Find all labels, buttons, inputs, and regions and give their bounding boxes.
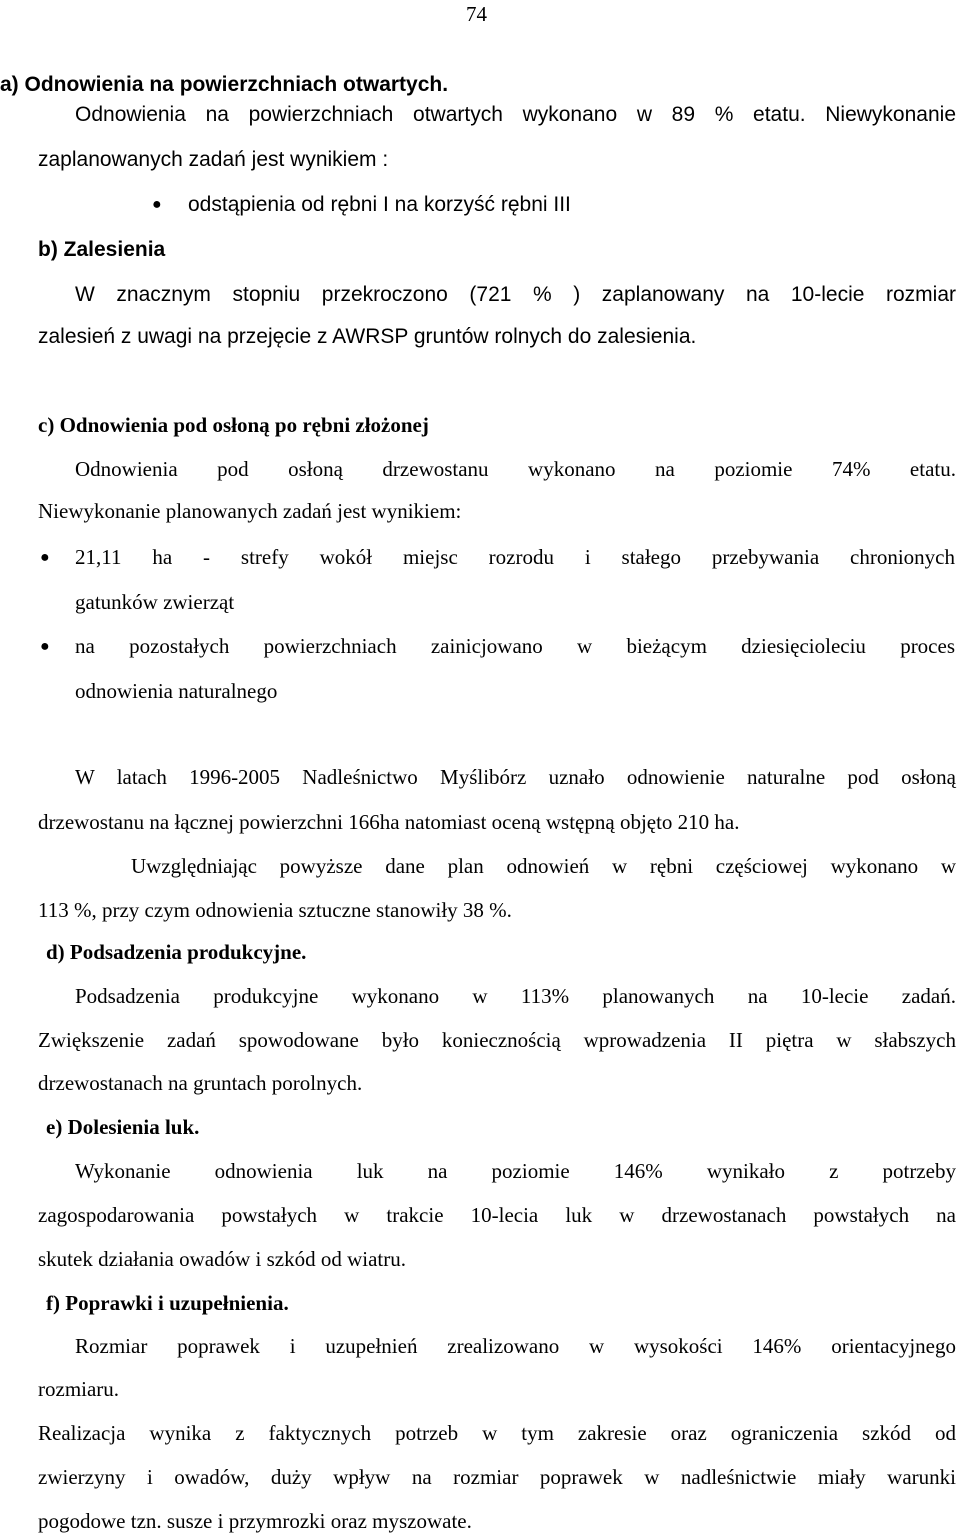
section-b-line-1: W znacznym stopniu przekroczono (721 % ) zaplanowany na 10-lecie rozmiar — [75, 283, 956, 306]
section-b-heading: b) Zalesienia — [38, 238, 166, 261]
section-e-line-2: zagospodarowania powstałych w trakcie 10-lecia luk w drzewostanach powstałych na — [38, 1203, 956, 1227]
section-c-heading: c) Odnowienia pod osłoną po rębni złożonej — [38, 413, 429, 437]
section-e-heading: e) Dolesienia luk. — [46, 1115, 200, 1139]
bullet-dot-icon: ● — [152, 196, 162, 213]
page-number: 74 — [466, 2, 487, 26]
section-f-heading: f) Poprawki i uzupełnienia. — [46, 1291, 289, 1315]
section-d-line-3: drzewostanach na gruntach porolnych. — [38, 1071, 363, 1095]
section-c-para-2-line-2: 113 %, przy czym odnowienia sztuczne stanowiły 38 %. — [38, 898, 512, 922]
section-e-line-3: skutek działania owadów i szkód od wiatru. — [38, 1247, 406, 1271]
section-c-line-2: Niewykonanie planowanych zadań jest wynikiem: — [38, 499, 462, 523]
section-e-line-1: Wykonanie odnowienia luk na poziomie 146% wynikało z potrzeby — [75, 1159, 956, 1183]
section-c-para-1-line-2: drzewostanu na łącznej powierzchni 166ha natomiast oceną wstępną objęto 210 ha. — [38, 810, 740, 834]
section-a-line-1: Odnowienia na powierzchniach otwartych wykonano w 89 % etatu. Niewykonanie — [75, 103, 956, 126]
section-b-line-2: zalesień z uwagi na przejęcie z AWRSP gruntów rolnych do zalesienia. — [38, 325, 697, 348]
section-f-line-1: Rozmiar poprawek i uzupełnień zrealizowano w wysokości 146% orientacyjnego — [75, 1334, 956, 1358]
section-c-bullet-2-line-2: odnowienia naturalnego — [75, 679, 278, 703]
bullet-dot-icon: ● — [40, 549, 50, 566]
section-d-heading: d) Podsadzenia produkcyjne. — [46, 940, 307, 964]
section-c-para-1-line-1: W latach 1996-2005 Nadleśnictwo Myślibórz uznało odnowienie naturalne pod osłoną — [75, 765, 956, 789]
section-f-line-4: zwierzyny i owadów, duży wpływ na rozmiar poprawek w nadleśnictwie miały warunki — [38, 1465, 956, 1489]
section-d-line-2: Zwiększenie zadań spowodowane było koniecznością wprowadzenia II piętra w słabszych — [38, 1028, 956, 1052]
section-c-bullet-1-line-1: 21,11 ha - strefy wokół miejsc rozrodu i stałego przebywania chronionych — [75, 545, 955, 569]
section-c-para-2-line-1: Uwzględniając powyższe dane plan odnowień w rębni częściowej wykonano w — [131, 854, 956, 878]
section-c-bullet-2-line-1: na pozostałych powierzchniach zainicjowano w bieżącym dziesięcioleciu proces — [75, 634, 955, 658]
section-c-bullet-1-line-2: gatunków zwierząt — [75, 590, 235, 614]
bullet-dot-icon: ● — [40, 638, 50, 655]
section-a-bullet: odstąpienia od rębni I na korzyść rębni III — [188, 193, 571, 216]
section-f-line-5: pogodowe tzn. susze i przymrozki oraz myszowate. — [38, 1509, 472, 1533]
section-f-line-2: rozmiaru. — [38, 1377, 120, 1401]
section-a-heading: a) Odnowienia na powierzchniach otwartych. — [0, 73, 449, 96]
section-a-line-2: zaplanowanych zadań jest wynikiem : — [38, 148, 389, 171]
section-f-line-3: Realizacja wynika z faktycznych potrzeb w tym zakresie oraz ograniczenia szkód od — [38, 1421, 956, 1445]
section-c-line-1: Odnowienia pod osłoną drzewostanu wykonano na poziomie 74% etatu. — [75, 457, 956, 481]
section-d-line-1: Podsadzenia produkcyjne wykonano w 113% planowanych na 10-lecie zadań. — [75, 984, 956, 1008]
